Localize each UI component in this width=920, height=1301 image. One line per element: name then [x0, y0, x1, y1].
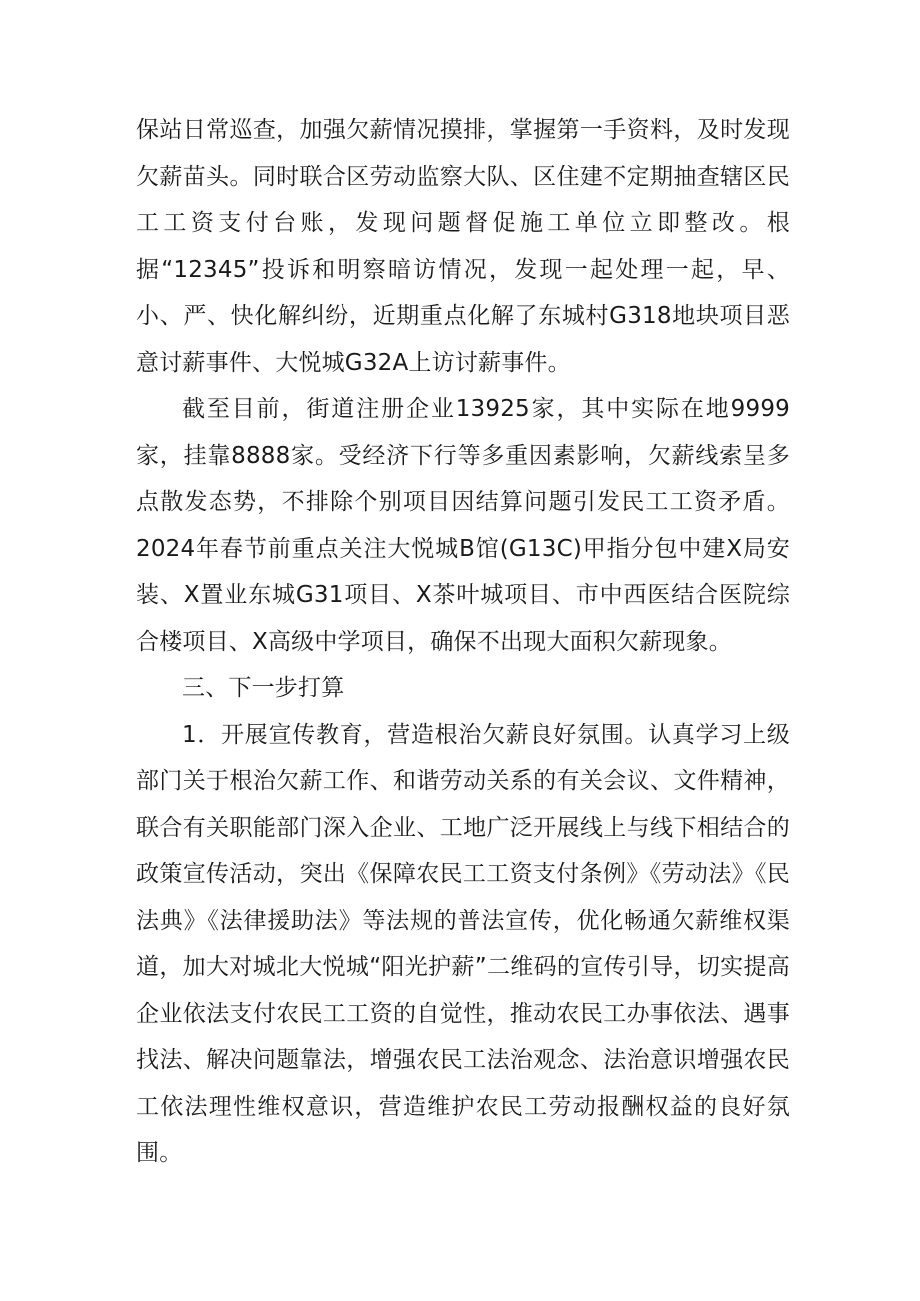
section-heading-next-steps: 三、下一步打算	[182, 675, 345, 701]
paragraph-publicity-education: 1．开展宣传教育，营造根治欠薪良好氛围。认真学习上级部门关于根治欠薪工作、和谐劳动关系的有关会议、文件精神，联合有关职能部门深入企业、工地广泛开展线上与线下相结合的政策宣传活动，突出《保障农民工工资支付条例》《劳动法》《民法典》《法律援助法》等法规的普法宣传，优化畅通欠薪维权渠道，加大对城北大悦城“阳光护薪”二维码的宣传引导，切实提高企业依法支付农民工工资的自觉性，推动农民工办事依法、遇事找法、解决问题靠法，增强农民工法治观念、法治意识增强农民工依法理性维权意识，营造维护农民工劳动报酬权益的良好氛围。	[136, 721, 790, 1166]
paragraph-enterprise-status: 截至目前，街道注册企业13925家，其中实际在地9999家，挂靠8888家。受经济下行等多重因素影响，欠薪线索呈多点散发态势，不排除个别项目因结算问题引发民工工资矛盾。2024年春节前重点关注大悦城B馆(G13C)甲指分包中建X局安装、X置业东城G31项目、X茶叶城项目、市中西医结合医院综合楼项目、X高级中学项目，确保不出现大面积欠薪现象。	[136, 396, 790, 655]
document-body	[136, 107, 790, 1177]
paragraph-continuation: 保站日常巡查，加强欠薪情况摸排，掌握第一手资料，及时发现欠薪苗头。同时联合区劳动监察大队、区住建不定期抽查辖区民工工资支付台账，发现问题督促施工单位立即整改。根据“12345”投诉和明察暗访情况，发现一起处理一起，早、小、严、快化解纠纷，近期重点化解了东城村G318地块项目恶意讨薪事件、大悦城G32A上访讨薪事件。	[136, 117, 790, 376]
